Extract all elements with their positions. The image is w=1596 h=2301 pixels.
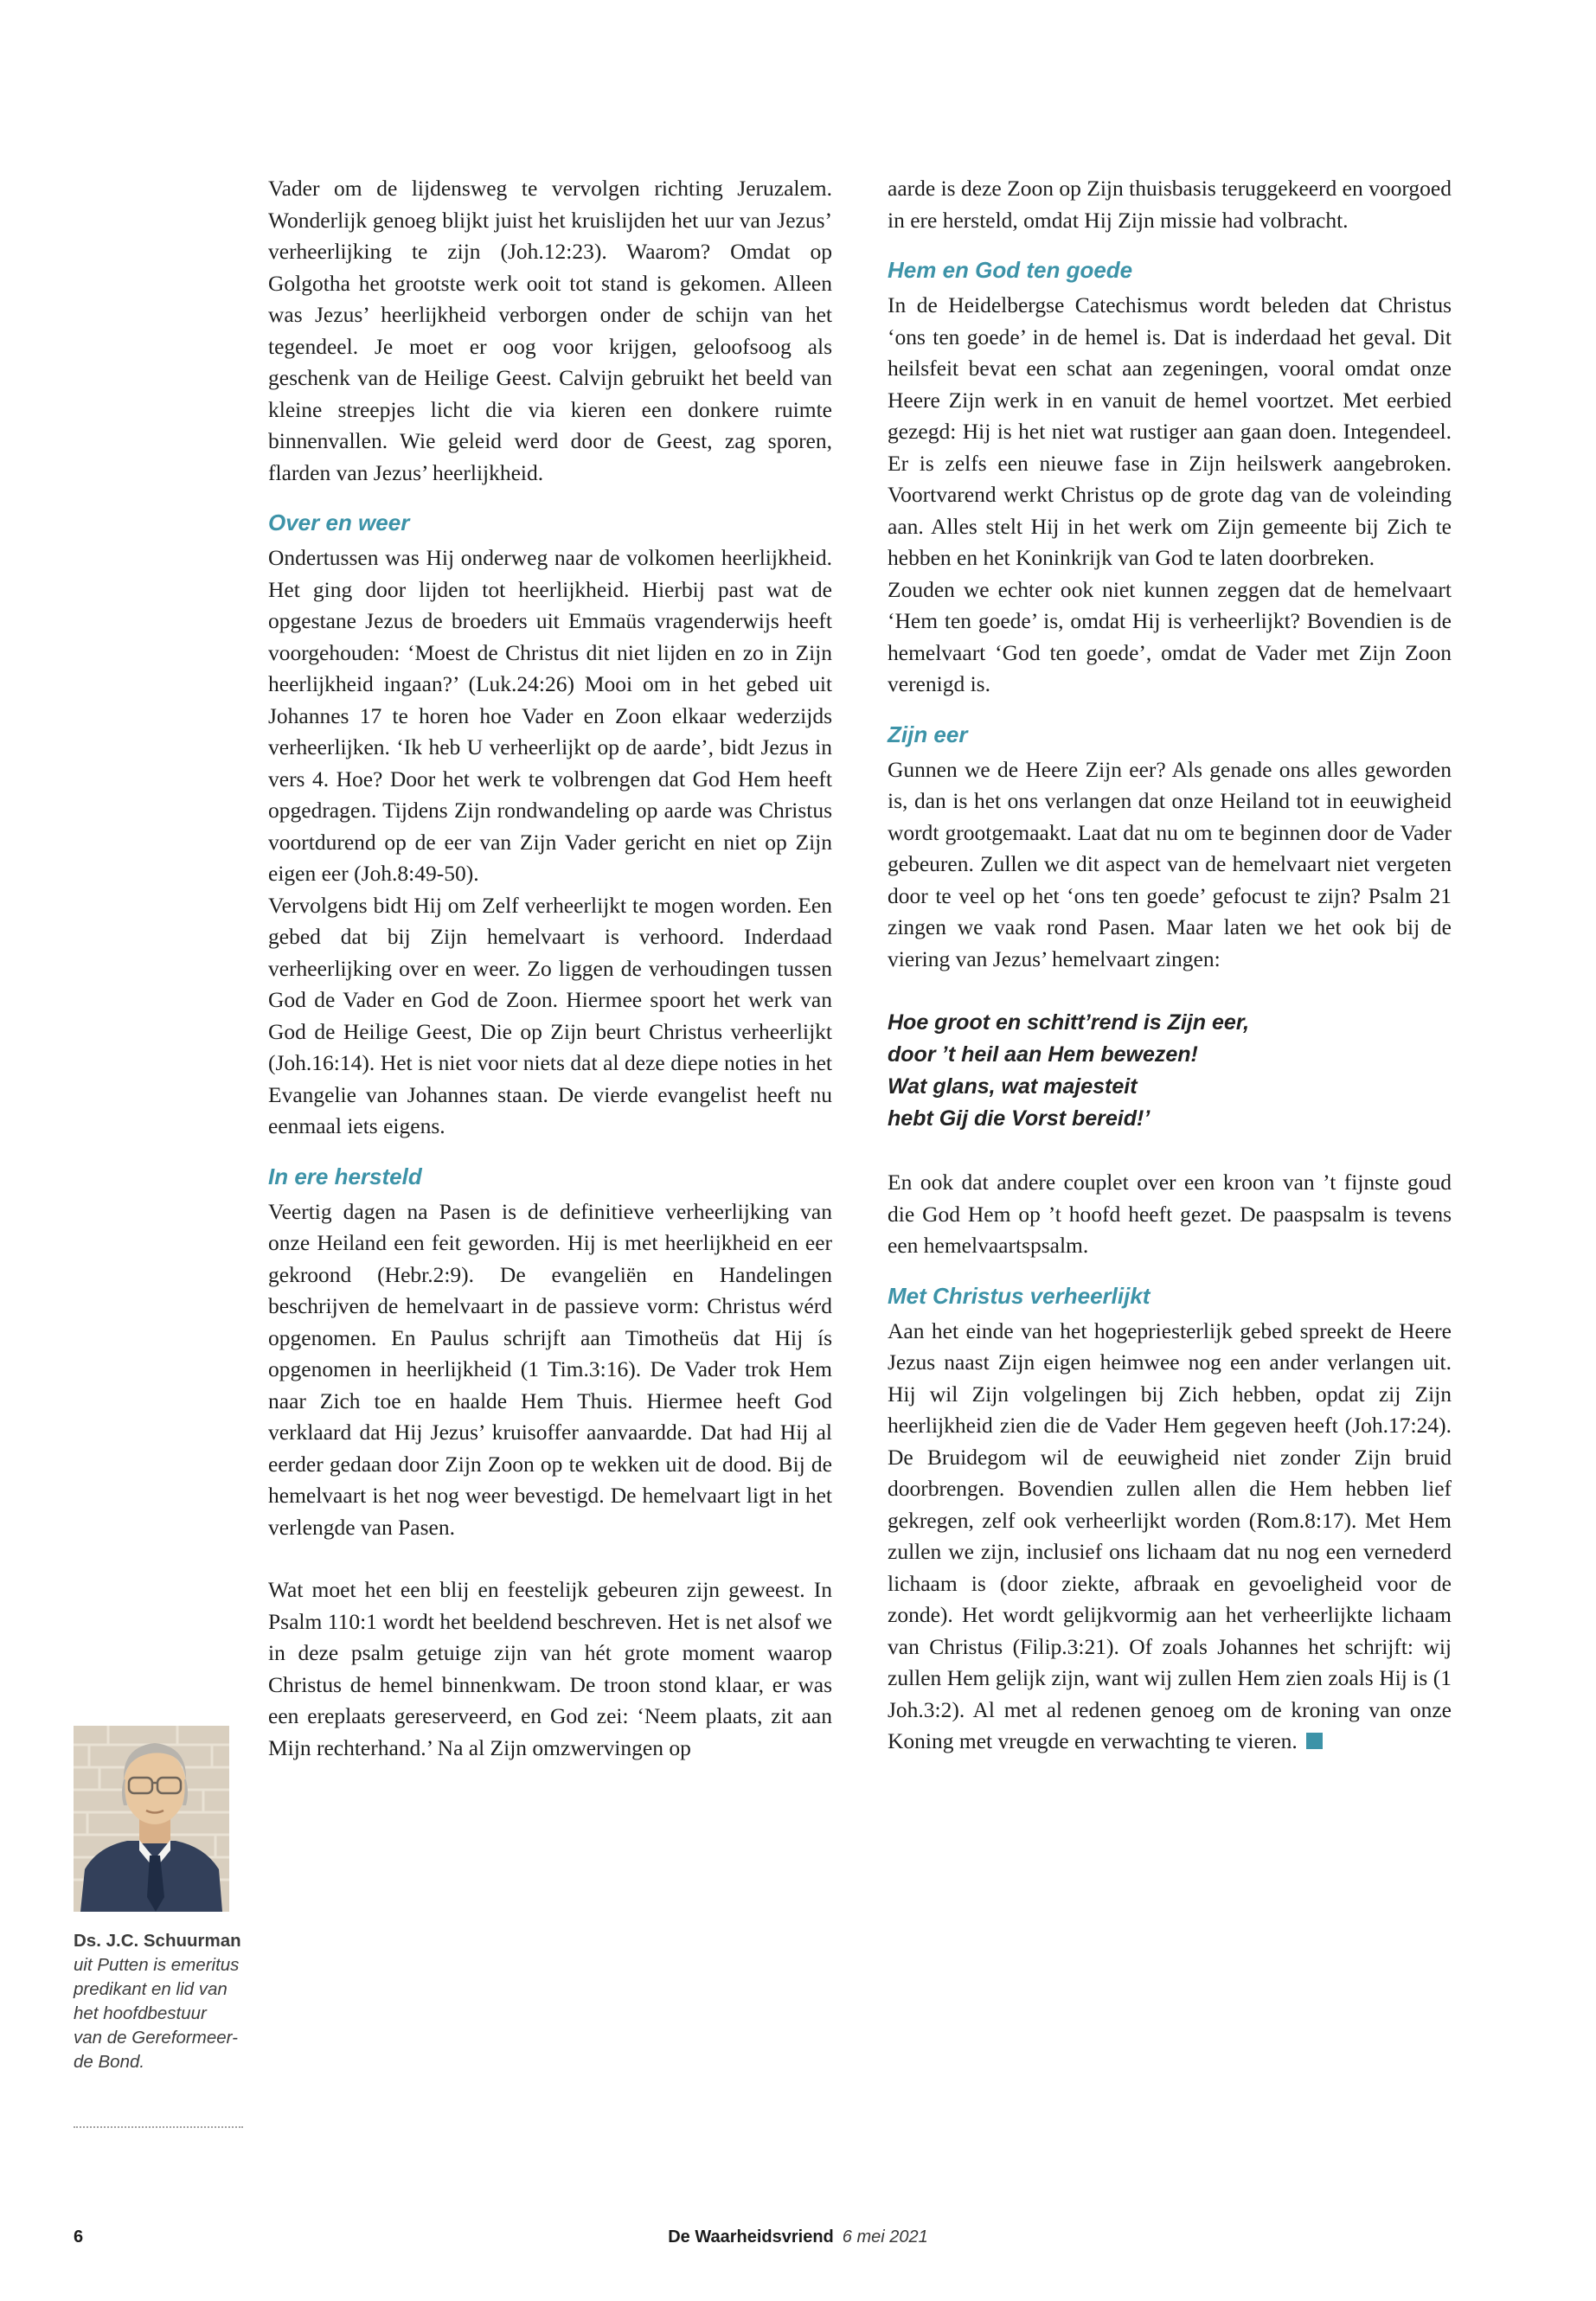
hymn-line: Wat glans, wat majesteit — [888, 1074, 1138, 1099]
section-heading: Hem en God ten goede — [888, 257, 1133, 283]
author-bio-line: van de Gereformeer- — [74, 2028, 238, 2048]
section-heading: Zijn eer — [888, 721, 968, 747]
author-photo — [74, 1726, 229, 1912]
right-column — [888, 173, 1452, 1764]
paragraph: Wat moet het een blij en feestelijk gebeuren zijn geweest. In Psalm 110:1 wordt het beeldend beschreven. Het is net alsof we in deze psalm getuige zijn van hét grote moment waarop Christus de hemel binnenkwam. De troon stond klaar, er was een ereplaats gereserveerd, en God zei: ‘Neem plaats, zit aan Mijn rechterhand.’ Na al Zijn omzwervingen op — [268, 1577, 832, 1760]
issue-date: 6 mei 2021 — [842, 2227, 928, 2247]
hymn-line: hebt Gij die Vorst bereid!’ — [888, 1106, 1151, 1131]
paragraph: aarde is deze Zoon op Zijn thuisbasis teruggekeerd en voorgoed in ere hersteld, omdat Hij Zijn missie had volbracht. — [888, 176, 1452, 233]
magazine-title: De Waarheidsvriend — [668, 2227, 834, 2247]
section-heading: In ere hersteld — [268, 1163, 422, 1189]
hymn-line: Hoe groot en schitt’rend is Zijn eer, — [888, 1010, 1250, 1035]
paragraph: En ook dat andere couplet over een kroon van ’t fijnste goud die God Hem op ’t hoofd heeft gezet. De paaspsalm is tevens een hemelvaartspsalm. — [888, 1170, 1452, 1258]
left-column — [268, 173, 832, 1764]
paragraph — [888, 1316, 1452, 1758]
page-number: 6 — [74, 2227, 84, 2247]
end-of-article-marker — [1306, 1733, 1323, 1749]
paragraph: Gunnen we de Heere Zijn eer? Als genade ons alles geworden is, dan is het ons verlangen dat onze Heiland tot in eeuwigheid wordt grootgemaakt. Laat dat nu om te beginnen door de Vader gebeuren. Zullen we dit aspect van de hemelvaart niet vergeten door te veel op het ‘ons ten goede’ gefocust te zijn? Psalm 21 zingen we vaak rond Pasen. Maar laten we het ook bij de viering van Jezus’ hemelvaart zingen: — [888, 756, 1452, 971]
hymn-quote — [888, 1007, 1452, 1135]
paragraph: Vader om de lijdensweg te vervolgen richting Jeruzalem. Wonderlijk genoeg blijkt juist het kruislijden het uur van Jezus’ verheerlijking te zijn (Joh.12:23). Waarom? Omdat op Golgotha het grootste werk ooit tot stand is gekomen. Alleen was Jezus’ heerlijkheid verborgen onder de schijn van het tegendeel. Je moet er oog voor krijgen, geloofsoog als geschenk van de Heilige Geest. Calvijn gebruikt het beeld van kleine streepjes licht die via kieren een donkere ruimte binnenvallen. Wie geleid werd door de Geest, zag sporen, flarden van Jezus’ heerlijkheid. — [268, 176, 832, 485]
author-bio-line: het hoofdbestuur — [74, 2003, 207, 2023]
footer-center — [0, 2227, 1596, 2247]
hymn-line: door ’t heil aan Hem bewezen! — [888, 1042, 1198, 1067]
author-bio-line: predikant en lid van — [74, 1979, 228, 1999]
paragraph-text: Aan het einde van het hogepriesterlijk gebed spreekt de Heere Jezus naast Zijn eigen heimwee nog een ander verlangen uit. Hij wil Zijn volgelingen bij Zich hebben, opdat zij Zijn heerlijkheid zien die de Vader Hem gegeven heeft (Joh.17:24). De Bruidegom wil de eeuwigheid niet zonder Zijn bruid doorbrengen. Bovendien zullen allen die Hem hebben lief gekregen, zelf ook verheerlijkt worden (Rom.8:17). Met Hem zullen we zijn, inclusief ons lichaam dat nu nog een vernederd lichaam is (door ziekte, afbraak en gevoeligheid voor de zonde). Het wordt gelijkvormig aan het verheerlijkte lichaam van Christus (Filip.3:21). Of zoals Johannes het schrijft: wij zullen Hem gelijk zijn, want wij zullen Hem zien zoals Hij is (1 Joh.3:2). Al met al redenen genoeg om de kroning van onze Koning met vreugde en verwachting te vieren. — [888, 1317, 1452, 1753]
paragraph: Vervolgens bidt Hij om Zelf verheerlijkt te mogen worden. Een gebed dat bij Zijn hemelvaart is verhoord. Inderdaad verheerlijking over en weer. Zo liggen de verhoudingen tussen God de Vader en God de Zoon. Hiermee spoort het werk van God de Heilige Geest, Die op Zijn beurt Christus verheerlijkt (Joh.16:14). Het is niet voor niets dat al deze diepe noties in het Evangelie van Johannes staan. De vierde evangelist heeft nu eenmaal iets eigens. — [268, 892, 832, 1138]
section-heading: Over en weer — [268, 510, 410, 535]
author-name: Ds. J.C. Schuurman — [74, 1931, 241, 1951]
author-bio-line: uit Putten is emeritus — [74, 1955, 240, 1975]
paragraph: Ondertussen was Hij onderweg naar de volkomen heerlijkheid. Het ging door lijden tot heerlijkheid. Hierbij past wat de opgestane Jezus de broeders uit Emmaüs vragenderwijs heeft voorgehouden: ‘Moest de Christus dit niet lijden en zo in Zijn heerlijkheid ingaan?’ (Luk.24:26) Mooi om in het gebed uit Johannes 17 te horen hoe Vader en Zoon elkaar wederzijds verheerlijken. ‘Ik heb U verheerlijkt op de aarde’, bidt Jezus in vers 4. Hoe? Door het werk te volbrengen dat God Hem heeft opgedragen. Tijdens Zijn rondwandeling op aarde was Christus voortdurend op de eer van Zijn Vader gericht en niet op Zijn eigen eer (Joh.8:49-50). — [268, 545, 832, 886]
paragraph: In de Heidelbergse Catechismus wordt beleden dat Christus ‘ons ten goede’ in de hemel is. Dat is inderdaad het geval. Dit heilsfeit bevat een schat aan zegeningen, vooral omdat onze Heere Zijn werk in en vanuit de hemel voortzet. Met eerbied gezegd: Hij is het niet wat rustiger aan gaan doen. Integendeel. Er is zelfs een nieuwe fase in Zijn heilswerk aangebroken. Voortvarend werkt Christus op de grote dag van de voleinding aan. Alles stelt Hij in het werk om Zijn gemeente bij Zich te hebben en het Koninkrijk van God te laten doorbreken. — [888, 292, 1452, 570]
author-caption — [74, 1929, 243, 2074]
article-body — [268, 173, 1452, 1764]
paragraph: Veertig dagen na Pasen is de definitieve verheerlijking van onze Heiland een feit geworden. Hij is met heerlijkheid en eer gekroond (Hebr.2:9). De evangeliën en Handelingen beschrijven de hemelvaart in de passieve vorm: Christus wérd opgenomen. En Paulus schrijft aan Timotheüs dat Hij ís opgenomen in heerlijkheid (1 Tim.3:16). De Vader trok Hem naar Zich toe en haalde Hem Thuis. Hiermee heeft God verklaard dat Hij Jezus’ kruisoffer aanvaardde. Dat had Hij al eerder gedaan door Zijn Zoon op te wekken uit de dood. Bij de hemelvaart is het nog weer bevestigd. De hemelvaart ligt in het verlengde van Pasen. — [268, 1198, 832, 1540]
section-heading: Met Christus verheerlijkt — [888, 1282, 1151, 1309]
paragraph: Zouden we echter ook niet kunnen zeggen dat de hemelvaart ‘Hem ten goede’ is, omdat Hij is verheerlijkt? Bovendien is de hemelvaart ‘God ten goede’, omdat de Vader met Zijn Zoon verenigd is. — [888, 576, 1452, 696]
author-portrait-graphic — [74, 1726, 229, 1912]
author-bio-line: de Bond. — [74, 2052, 145, 2072]
caption-divider — [74, 2126, 243, 2128]
page-footer — [0, 2227, 1596, 2253]
